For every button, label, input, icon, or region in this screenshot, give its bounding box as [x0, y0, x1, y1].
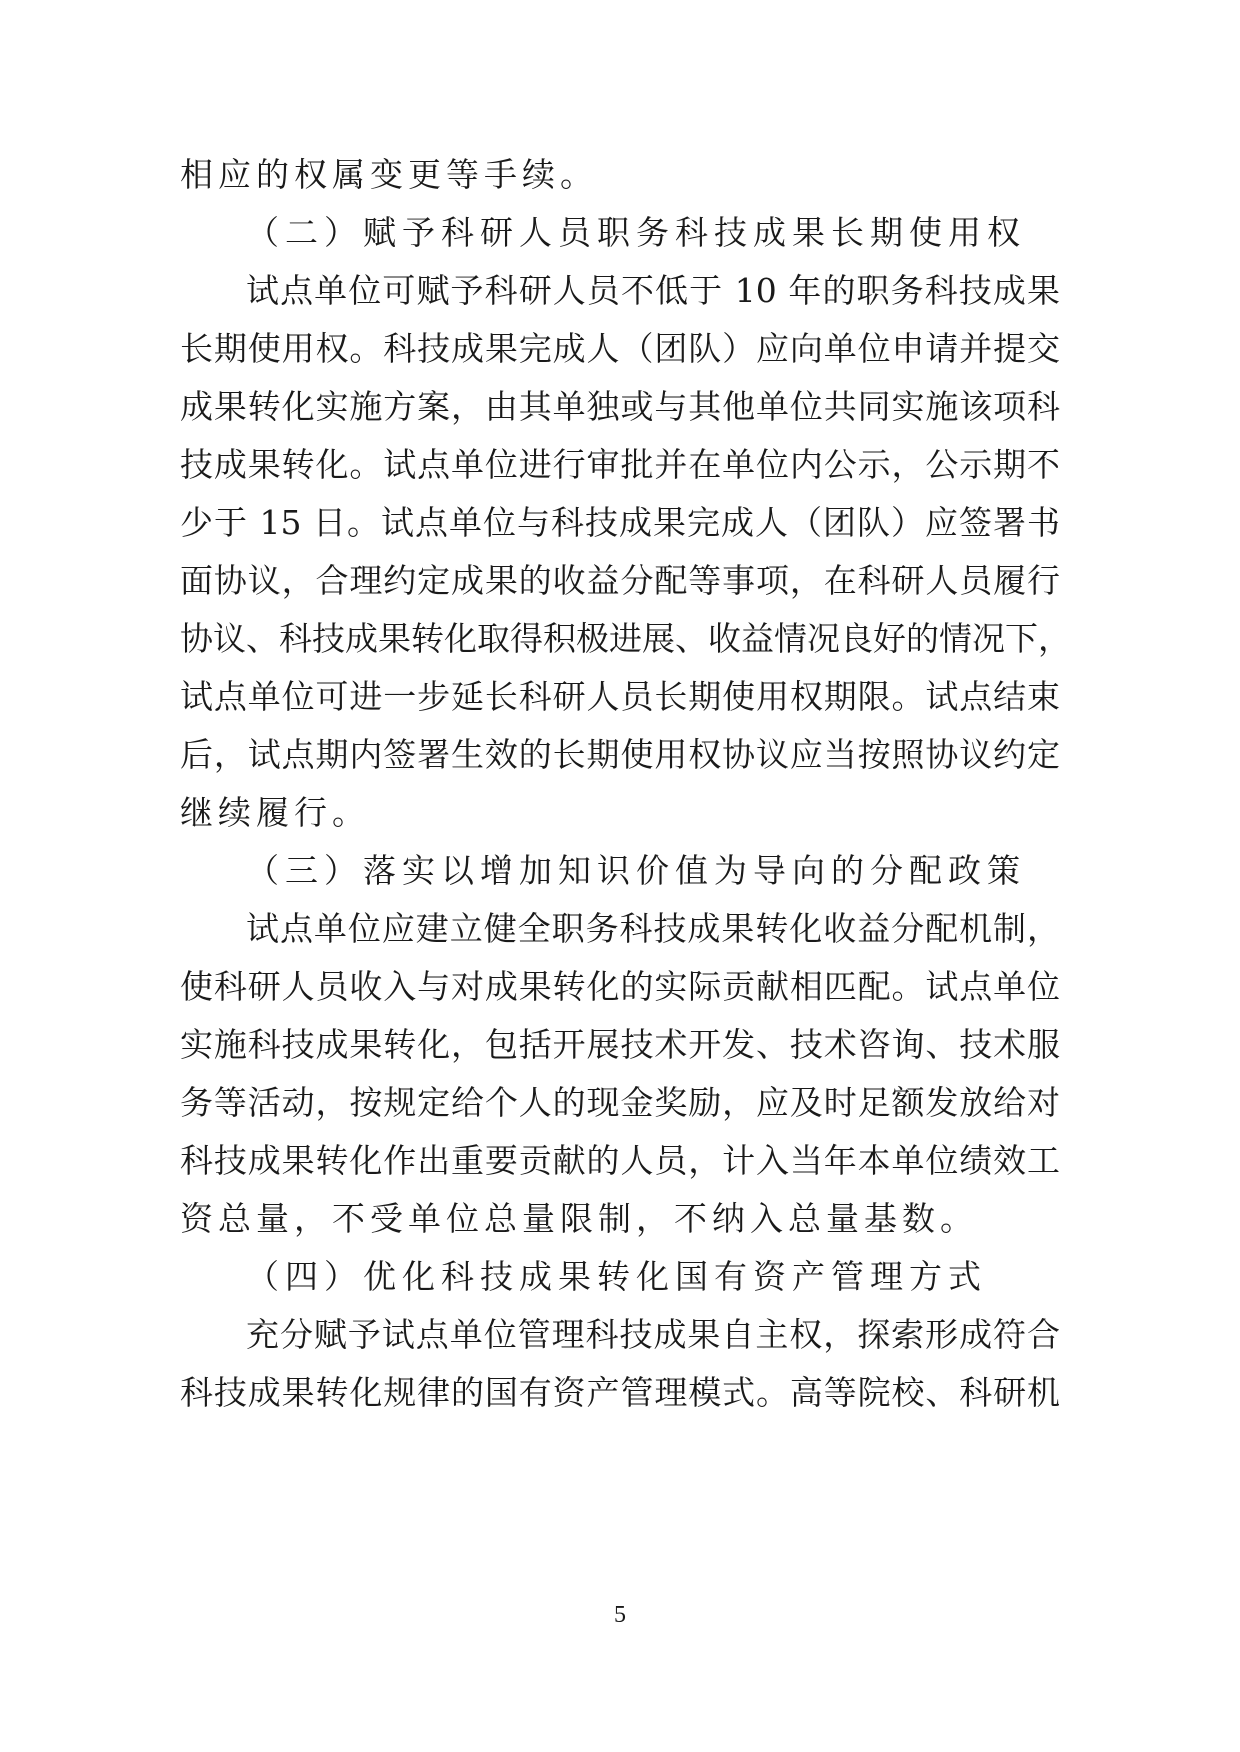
body-line: 继续履行。 — [180, 793, 370, 832]
body-line: 实施科技成果转化，包括开展技术开发、技术咨询、技术服 — [180, 1025, 1060, 1064]
section-heading: （二）赋予科研人员职务科技成果长期使用权 — [246, 213, 1026, 252]
body-line: 科技成果转化规律的国有资产管理模式。高等院校、科研机 — [180, 1373, 1060, 1412]
body-line: 使科研人员收入与对成果转化的实际贡献相匹配。试点单位 — [180, 967, 1060, 1006]
body-line: 成果转化实施方案，由其单独或与其他单位共同实施该项科 — [180, 387, 1060, 426]
body-line: 长期使用权。科技成果完成人（团队）应向单位申请并提交 — [180, 329, 1060, 368]
section-heading: （四）优化科技成果转化国有资产管理方式 — [246, 1257, 987, 1296]
body-line: 充分赋予试点单位管理科技成果自主权，探索形成符合 — [246, 1315, 1060, 1354]
body-line: 后，试点期内签署生效的长期使用权协议应当按照协议约定 — [180, 735, 1060, 774]
body-line: 务等活动，按规定给个人的现金奖励，应及时足额发放给对 — [180, 1083, 1060, 1122]
body-line: 少于 15 日。试点单位与科技成果完成人（团队）应签署书 — [180, 503, 1060, 542]
body-line: 协议、科技成果转化取得积极进展、收益情况良好的情况下， — [180, 619, 1071, 658]
body-line: 资总量，不受单位总量限制，不纳入总量基数。 — [180, 1199, 978, 1238]
body-line: 试点单位可赋予科研人员不低于 10 年的职务科技成果 — [246, 271, 1060, 310]
body-line: 试点单位应建立健全职务科技成果转化收益分配机制， — [246, 909, 1060, 948]
body-line: 技成果转化。试点单位进行审批并在单位内公示，公示期不 — [180, 445, 1060, 484]
page-number: 5 — [614, 1602, 626, 1628]
body-line: 相应的权属变更等手续。 — [180, 155, 598, 194]
body-line: 试点单位可进一步延长科研人员长期使用权期限。试点结束 — [180, 677, 1060, 716]
body-line: 面协议，合理约定成果的收益分配等事项，在科研人员履行 — [180, 561, 1060, 600]
section-heading: （三）落实以增加知识价值为导向的分配政策 — [246, 851, 1026, 890]
body-line: 科技成果转化作出重要贡献的人员，计入当年本单位绩效工 — [180, 1141, 1060, 1180]
